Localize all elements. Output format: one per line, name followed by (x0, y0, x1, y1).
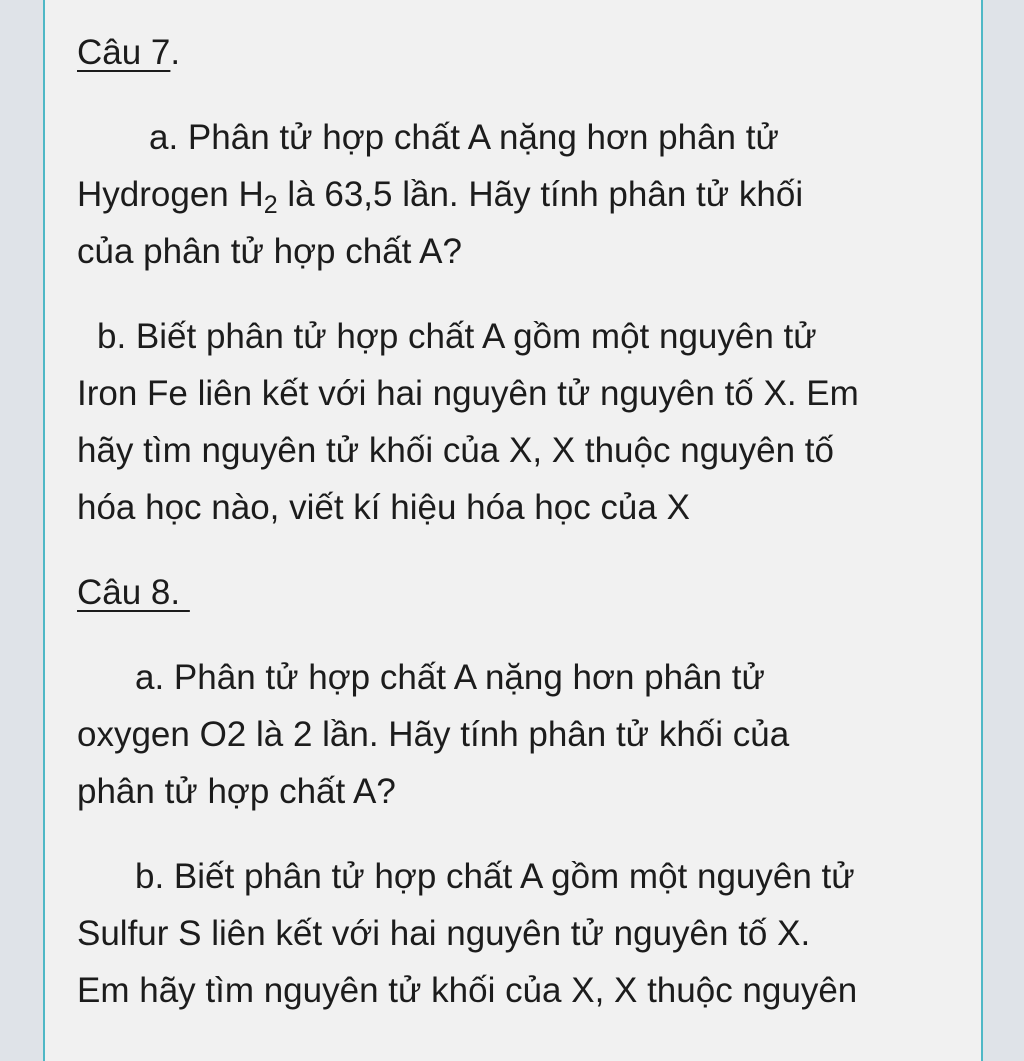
question-8-part-a-line-2: oxygen O2 là 2 lần. Hãy tính phân tử khối của (77, 715, 790, 754)
question-7-part-a-line-2-end: là 63,5 lần. Hãy tính phân tử khối (277, 175, 804, 214)
question-7-part-b-line-2: Iron Fe liên kết với hai nguyên tử nguyên tố X. Em (77, 374, 859, 413)
question-7-part-a-line-2-start: Hydrogen H (77, 175, 264, 214)
question-7-heading (77, 24, 957, 81)
document-panel (43, 0, 983, 1061)
question-8-part-a (77, 649, 957, 820)
question-7-part-b-line-3: hãy tìm nguyên tử khối của X, X thuộc nguyên tố (77, 431, 834, 470)
hydrogen-subscript: 2 (263, 191, 278, 219)
document-content (77, 24, 957, 1047)
question-8-part-b-line-3: Em hãy tìm nguyên tử khối của X, X thuộc nguyên (77, 971, 858, 1010)
question-8-title: Câu 8. (77, 573, 190, 612)
question-7-part-b (77, 308, 957, 536)
question-8-part-b (77, 848, 957, 1019)
question-8-part-b-line-1: b. Biết phân tử hợp chất A gồm một nguyên tử (135, 857, 855, 896)
question-7-part-b-line-1: b. Biết phân tử hợp chất A gồm một nguyên tử (97, 317, 817, 356)
question-8-heading (77, 564, 957, 621)
question-7-part-a-line-3: của phân tử hợp chất A? (77, 232, 462, 271)
question-8-part-b-line-2: Sulfur S liên kết với hai nguyên tử nguyên tố X. (77, 914, 811, 953)
question-7-part-b-line-4: hóa học nào, viết kí hiệu hóa học của X (77, 488, 690, 527)
question-7-part-a-line-2 (77, 166, 957, 223)
question-7-part-a (77, 109, 957, 280)
question-7-title-suffix: . (170, 33, 181, 72)
question-8-part-a-line-1: a. Phân tử hợp chất A nặng hơn phân tử (135, 658, 765, 697)
question-7-title: Câu 7 (77, 33, 171, 72)
question-8-part-a-line-3: phân tử hợp chất A? (77, 772, 396, 811)
question-7-part-a-line-1: a. Phân tử hợp chất A nặng hơn phân tử (149, 118, 779, 157)
